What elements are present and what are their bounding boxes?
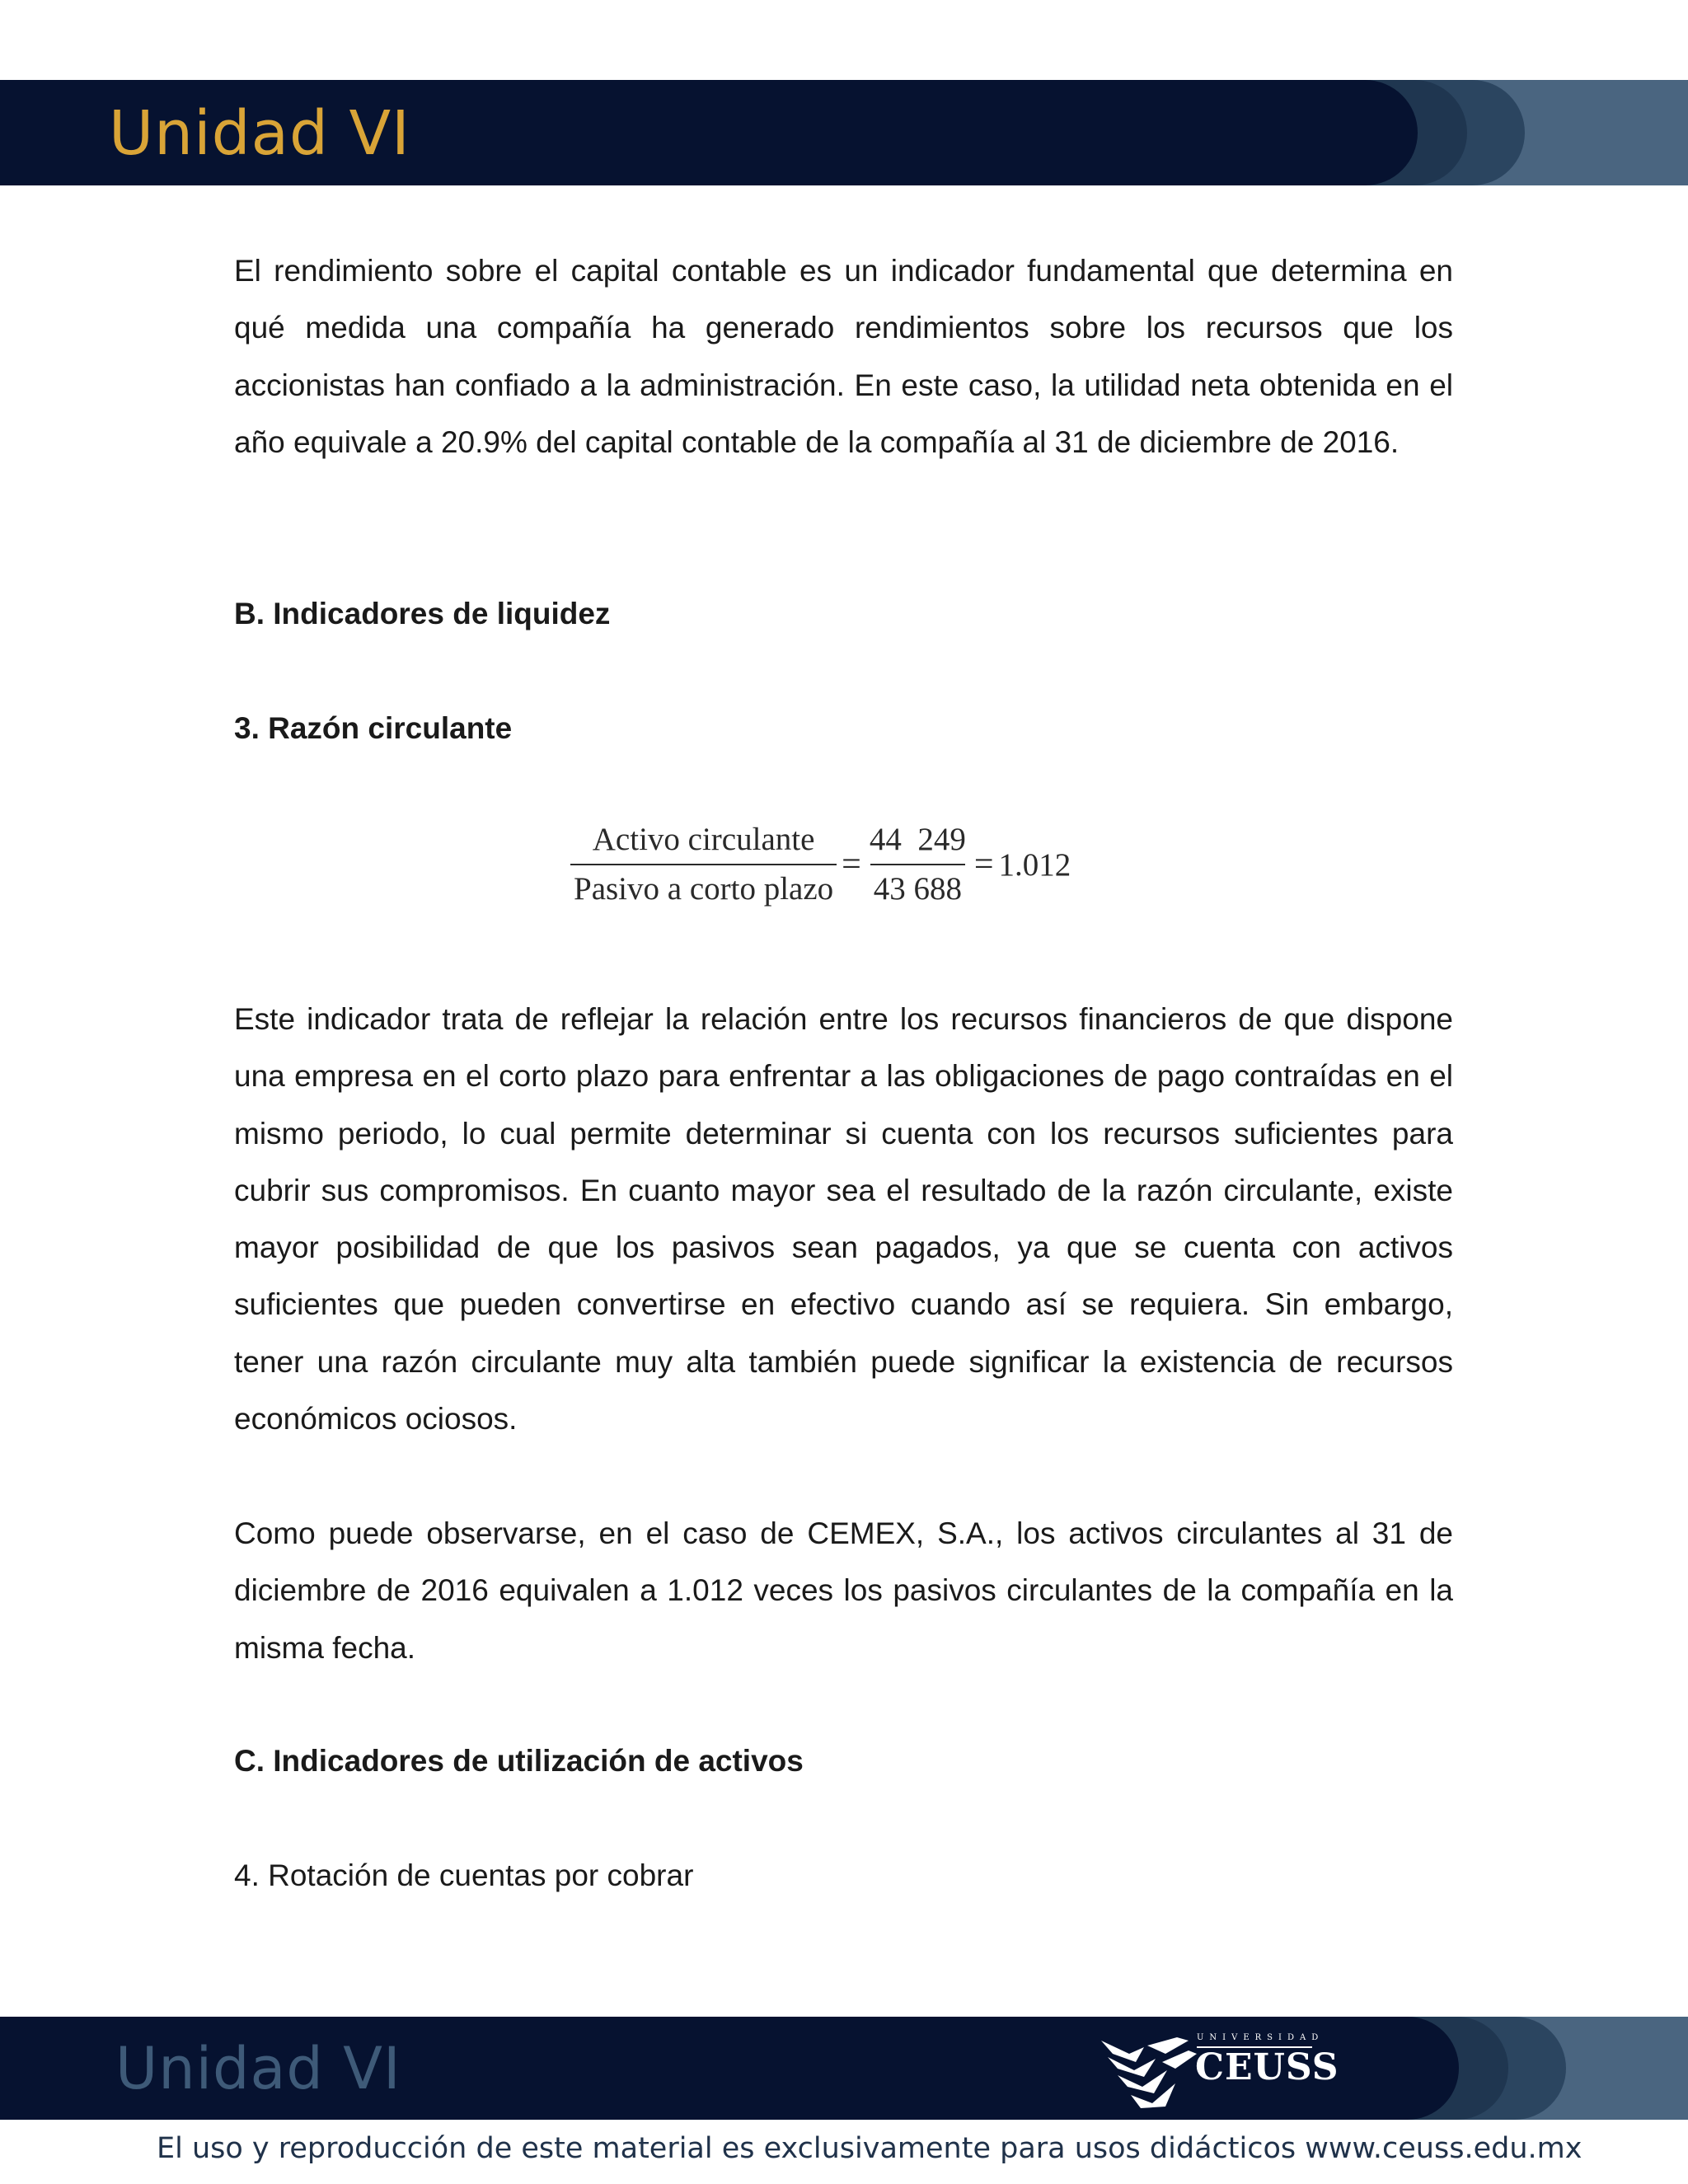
paragraph-text: El rendimiento sobre el capital contable es un indicador fundamental que determina en qué medida una compañía ha generado rendimientos sobre los recursos que los accionistas han confiado a la administración. En este caso, la utilidad neta obtenida en el año equivale a 20.9% del capital contable de la compañía al 31 de diciembre de 2016. bbox=[234, 254, 1453, 459]
heading-text: 3. Razón circulante bbox=[234, 711, 513, 745]
logo-university-label: UNIVERSIDAD bbox=[1197, 2033, 1325, 2042]
footer-title: Unidad VI bbox=[115, 2035, 401, 2102]
paragraph-cemex bbox=[234, 1505, 1453, 1676]
formula-value-fraction bbox=[866, 821, 969, 908]
formula-denominator-value: 43 688 bbox=[870, 864, 965, 908]
ratio-formula bbox=[570, 821, 1071, 908]
section-heading-liquidez bbox=[234, 585, 1453, 642]
paragraph-razon-circulante bbox=[234, 991, 1453, 1447]
formula-result: 1.012 bbox=[998, 846, 1071, 883]
formula-numerator-label: Activo circulante bbox=[592, 822, 815, 857]
equals-sign: = bbox=[842, 846, 861, 883]
paragraph-text: Como puede observarse, en el caso de CEMEX, S.A., los activos circulantes al 31 de diciembre de 2016 equivalen a 1.012 veces los pasivos circulantes de la compañía en la misma fecha. bbox=[234, 1516, 1453, 1665]
paragraph-text: Este indicador trata de reflejar la relación entre los recursos financieros de que dispone una empresa en el corto plazo para enfrentar a las obligaciones de pago contraídas en el mismo periodo, lo cual permite determinar si cuenta con los recursos suficientes para cubrir sus compromisos. En cuanto mayor sea el resultado de la razón circulante, existe mayor posibilidad de que los pasivos sean pagados, ya que se cuenta con activos suficientes que pueden convertirse en efectivo cuando así se requiera. Sin embargo, tener una razón circulante muy alta también puede significar la existencia de recursos económicos ociosos. bbox=[234, 1002, 1453, 1436]
formula-numerator-value: 44 249 bbox=[869, 822, 966, 857]
section-heading-activos bbox=[234, 1732, 1453, 1789]
heading-text: C. Indicadores de utilización de activos bbox=[234, 1744, 804, 1778]
footer-band bbox=[0, 2017, 1688, 2120]
formula-label-fraction bbox=[570, 821, 837, 908]
list-item-rotacion bbox=[234, 1847, 1453, 1904]
heading-text: B. Indicadores de liquidez bbox=[234, 597, 611, 630]
page-title: Unidad VI bbox=[109, 98, 410, 169]
footer-disclaimer: El uso y reproducción de este material es exclusivamente para usos didácticos www.ceuss.edu.mx bbox=[157, 2132, 1582, 2165]
equals-sign-result: = bbox=[973, 846, 994, 883]
paragraph-roe bbox=[234, 242, 1453, 471]
formula-denominator-label: Pasivo a corto plazo bbox=[570, 864, 837, 908]
item-text: 4. Rotación de cuentas por cobrar bbox=[234, 1858, 694, 1892]
logo-brand-name: CEUSS bbox=[1195, 2046, 1339, 2088]
subheading-razon-circulante bbox=[234, 700, 1453, 757]
header-band bbox=[0, 80, 1688, 185]
